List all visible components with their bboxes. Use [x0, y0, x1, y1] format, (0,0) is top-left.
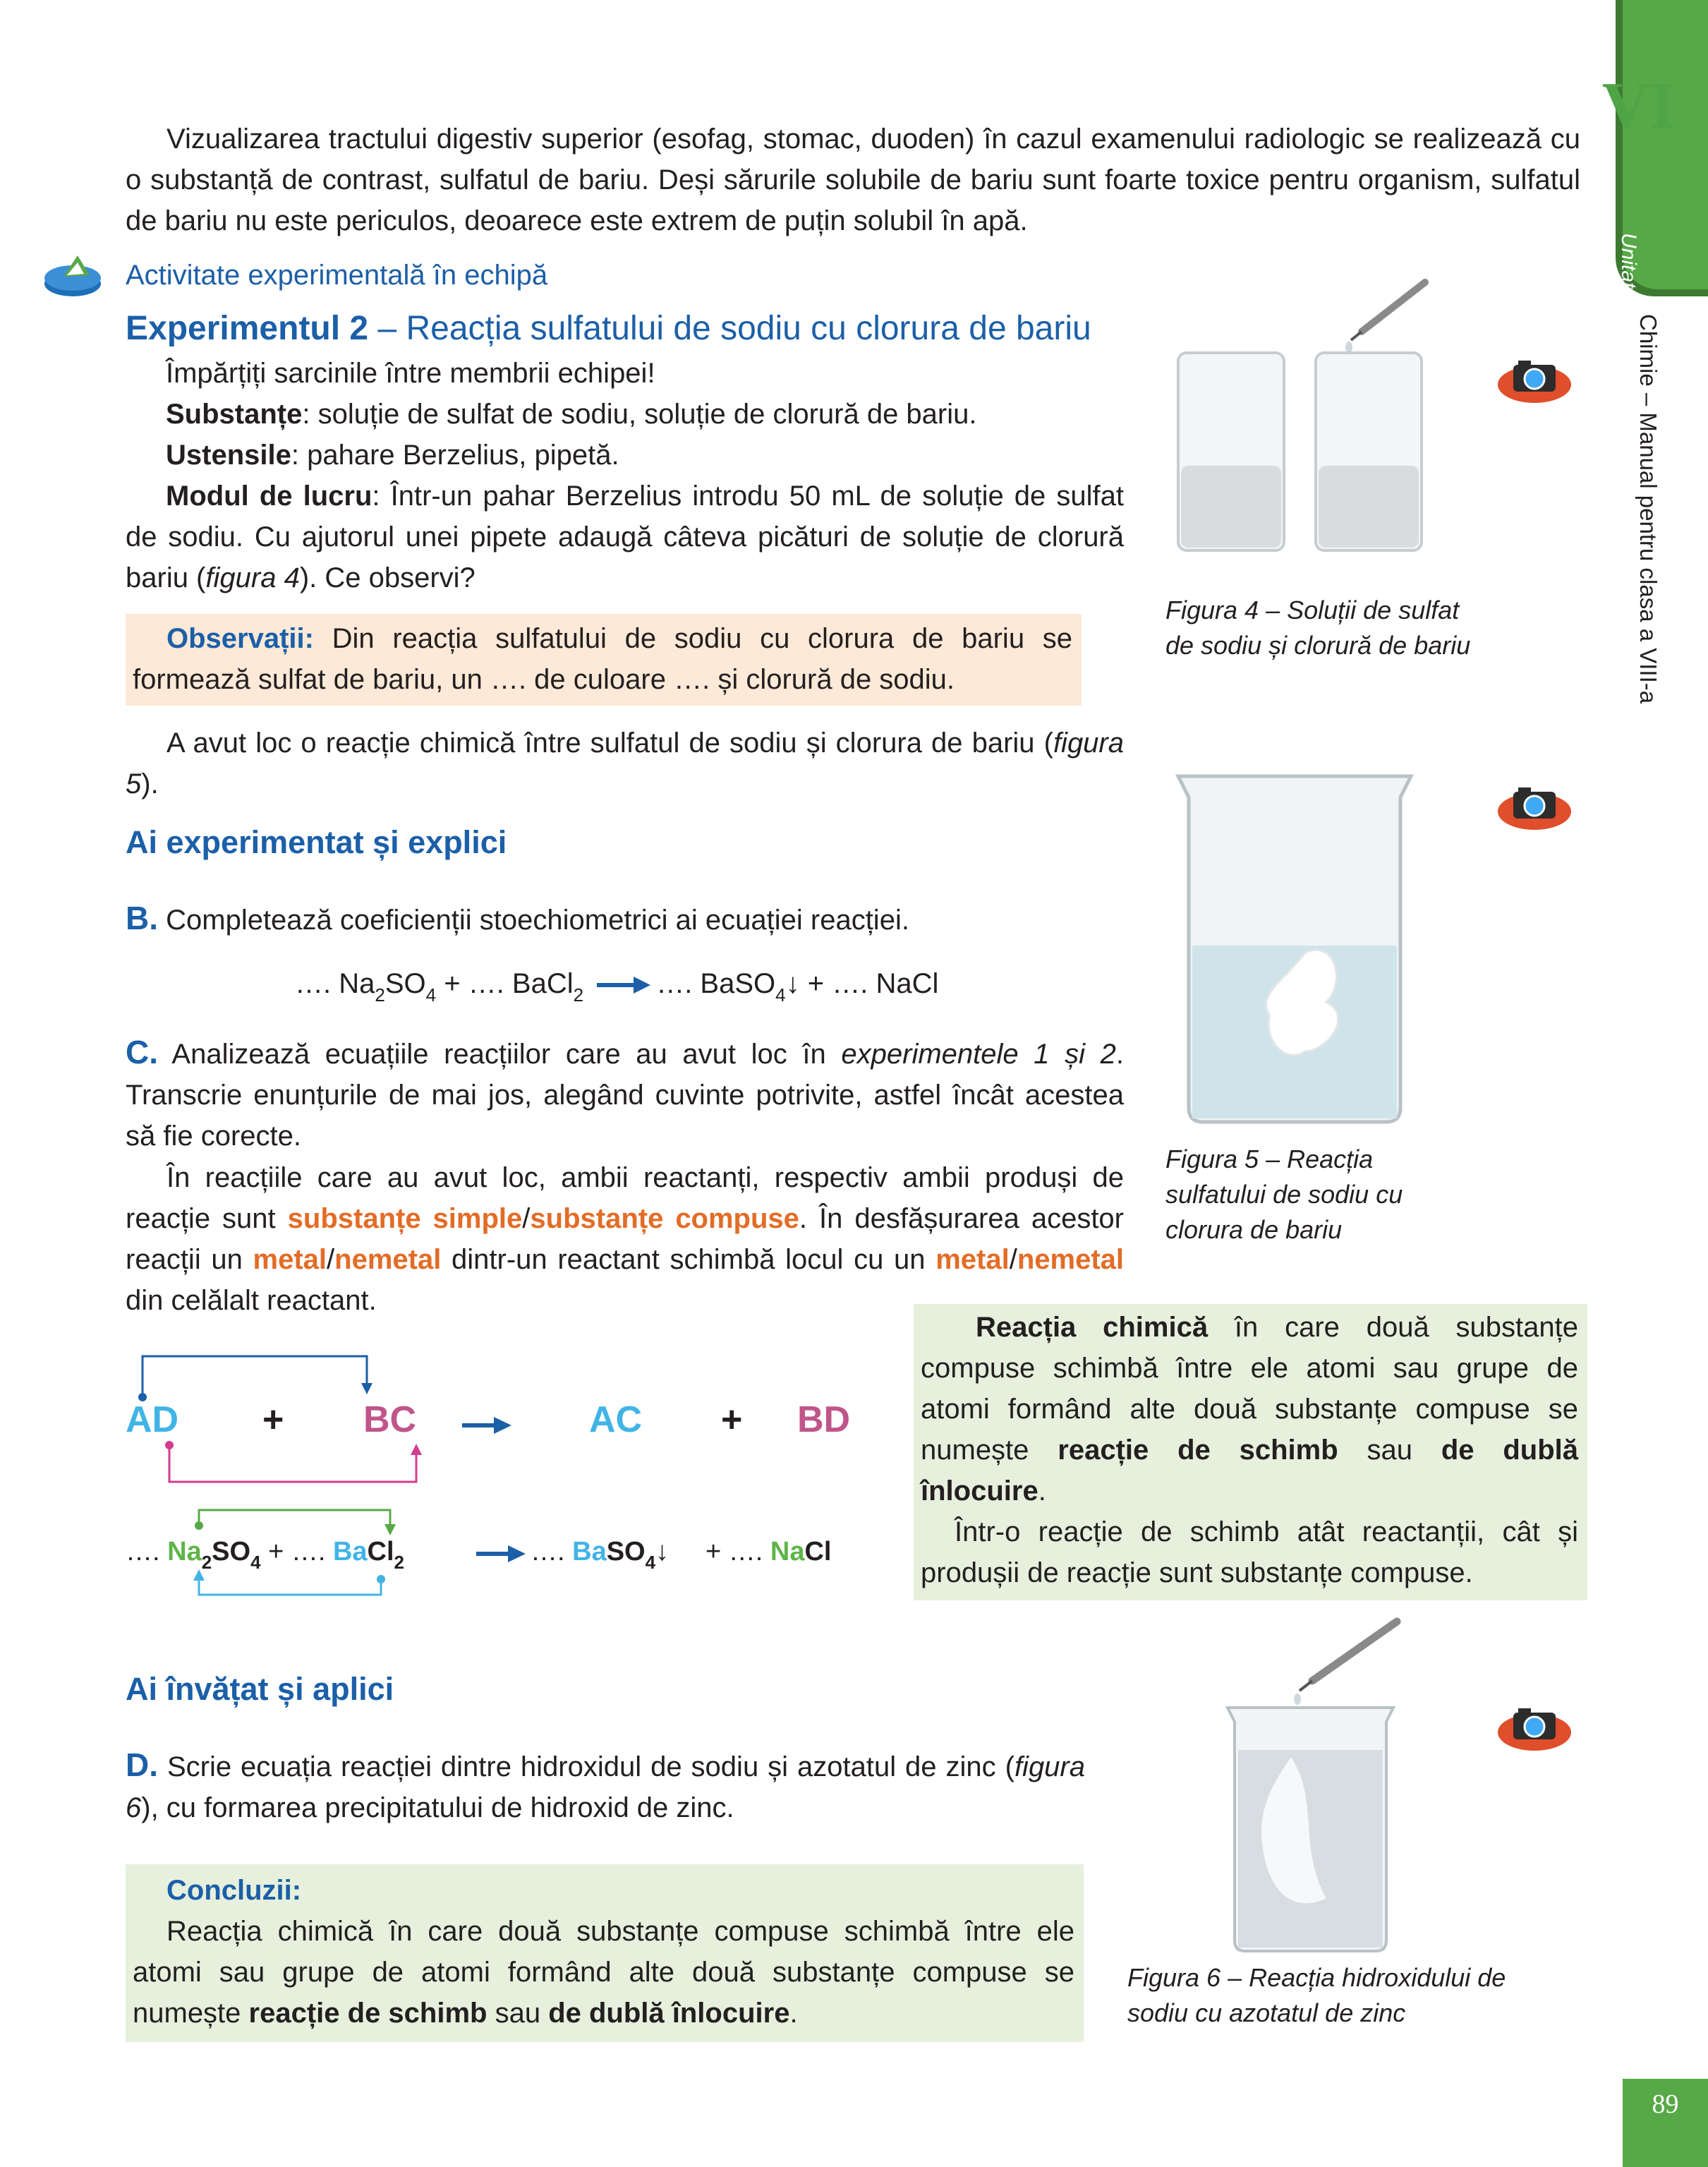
page-number: 89: [1652, 2089, 1679, 2119]
eq-b-part: SO: [384, 968, 426, 999]
reaction-arrow-icon: [595, 974, 652, 996]
figure-6-beaker: [1213, 1616, 1474, 1955]
observations-body: Din reacția sulfatului de sodiu cu clorura de bariu se formează sulfat de bariu, un …. de culoare …. și clorură de sodiu.: [133, 623, 1072, 695]
task-b-text: Completează coeficienții stoechiometrici ai ecuației reacției.: [158, 905, 909, 936]
eq-b-sub: 2: [573, 984, 584, 1006]
task-c: [126, 1032, 1124, 1157]
eq-b-part: …. Na: [295, 968, 375, 999]
team-activity-icon: [39, 248, 109, 305]
definition-body: în care două substanțe compuse schimbă între ele atomi sau grupe de atomi formând alte două substanțe compuse se numește: [921, 1312, 1578, 1466]
definition-text-2: Într-o reacție de schimb atât reactanții, cât și produșii de reacție sunt substanțe compuse.: [921, 1516, 1578, 1588]
option-nonmetal[interactable]: nemetal: [334, 1244, 442, 1275]
statement-text: În reacțiile care au avut loc, ambii reactanți, respectiv ambii produși de reacție sunt: [126, 1162, 1124, 1234]
unit-label: Unitatea: [1617, 233, 1640, 312]
experiment-title-number: Experimentul 2: [126, 310, 369, 347]
book-title: Chimie – Manual pentru clasa a VIII-a: [1635, 314, 1661, 704]
schema-formula: [126, 1537, 404, 1574]
task-d-text: ), cu formarea precipitatului de hidroxid de zinc.: [141, 1792, 734, 1823]
conclusions-body: .: [789, 1998, 798, 2029]
substances-text: : soluție de sulfat de sodiu, soluție de clorură de bariu.: [302, 399, 977, 430]
method-text-1: : Într-un pahar Berzelius introdu 50 mL de soluție de sulfat de sodiu. Cu ajutorul unei pipete adaugă câteva picături de soluție de clorură bariu (: [126, 481, 1124, 593]
task-b: [126, 898, 1127, 941]
schema-ac: AC: [589, 1399, 643, 1440]
conclusions-label: Concluzii:: [166, 1875, 302, 1906]
schema-plus-2: +: [721, 1399, 743, 1440]
formula-cl: Cl: [367, 1537, 394, 1567]
utensils-label: Ustensile: [166, 440, 291, 471]
task-c-text-2: . Transcrie enunțurile de mai jos, alegând cuvinte potrivite, astfel încât acestea să fie corecte.: [126, 1039, 1125, 1152]
experiment-method: [126, 476, 1124, 598]
intro-paragraph: Vizualizarea tractului digestiv superior (esofag, stomac, duoden) în cazul examenului radiologic se realizează cu o substanță de contrast, sulfatul de bariu. Deși sărurile solubile de bariu sunt foarte toxice pentru organism, sulfatul de bariu nu este periculos, deoarece este extrem de puțin solubil în apă.: [126, 123, 1580, 236]
conclusions-text: [133, 1911, 1074, 2034]
experiment-utensils: [166, 435, 1153, 476]
precipitate-arrow: ↓: [655, 1537, 670, 1567]
figure-6-caption: Figura 6 – Reacția hidroxidului de sodiu cu azotatul de zinc: [1127, 1963, 1506, 2027]
formula-sub: 4: [250, 1552, 261, 1573]
eq-b-sub: 4: [425, 984, 437, 1006]
definition-bold: Reacția chimică: [976, 1312, 1209, 1343]
conclusions-bold: de dublă înlocuire: [548, 1998, 790, 2029]
eq-b-part: + …. BaCl: [436, 968, 574, 999]
observations-label: Observații:: [166, 623, 314, 654]
definition-bold: de dublă înlocuire: [921, 1435, 1579, 1507]
reaction-note: [126, 723, 1124, 804]
conclusions-body: sau: [487, 1998, 549, 2029]
method-text-2: ). Ce observi?: [299, 562, 476, 593]
formula-sub: 2: [394, 1552, 405, 1573]
schema-plus-1: +: [262, 1399, 284, 1440]
observations-text: [133, 618, 1072, 700]
activity-label: Activitate experimentală în echipă: [126, 260, 548, 291]
schema-ad: AD: [126, 1399, 179, 1440]
formula-ba: Ba: [332, 1537, 368, 1567]
task-c-text-1: Analizează ecuațiile reacțiilor care au avut loc în: [158, 1039, 842, 1070]
schema-bc: BC: [363, 1399, 417, 1440]
figure-4-beakers: [1157, 268, 1439, 565]
formula-na: Na: [167, 1537, 202, 1567]
coef-blank: ….: [531, 1537, 573, 1567]
figure-5-caption: Figura 5 – Reacția sulfatului de sodiu cu clorura de bariu: [1165, 1145, 1403, 1244]
formula-na: Na: [770, 1537, 805, 1567]
task-c-statement: În reacțiile care au avut loc, ambii reactanți, respectiv ambii produși de reacție sunt substanțe simple/substanțe compuse. În desfășurarea acestor reacții un metal/nemetal dintr-un reactant schimbă locul cu un metal/nemetal din celălalt reactant.: [126, 1162, 1124, 1316]
formula-sub: 4: [645, 1552, 656, 1573]
camera-icon[interactable]: [1496, 349, 1573, 406]
equation-b: [295, 968, 938, 1006]
section-heading-experimented: Ai experimentat și explici: [126, 824, 507, 860]
task-d-letter: D.: [126, 1746, 158, 1783]
task-d: [126, 1744, 1085, 1828]
eq-b-part: ↓ + …. NaCl: [785, 968, 939, 999]
formula-so: SO: [212, 1537, 251, 1567]
option-metal[interactable]: metal: [253, 1244, 327, 1275]
option-simple-substances[interactable]: substanțe simple: [287, 1203, 523, 1234]
experiment-substances: [166, 394, 1153, 435]
schema-formula-products: [531, 1537, 669, 1574]
reaction-note-2: ).: [141, 768, 159, 799]
definition-bold: reacție de schimb: [1058, 1435, 1338, 1466]
unit-number: VI: [1601, 69, 1676, 143]
experiment-title-text: – Reacția sulfatului de sodiu cu clorura de bariu: [368, 310, 1091, 347]
definition-body: sau: [1338, 1435, 1441, 1466]
camera-icon[interactable]: [1496, 1697, 1573, 1753]
experiment-line-1: Împărțiți sarcinile între membrii echipei!: [166, 358, 655, 389]
task-d-text: Scrie ecuația reacției dintre hidroxidul de sodiu și azotatul de zinc (: [158, 1751, 1014, 1782]
reaction-note-figure: figura 5: [126, 728, 1124, 799]
conclusions-body: Reacția chimică în care două substanțe compuse schimbă între ele atomi sau grupe de atomi formând alte două substanțe compuse se numește: [133, 1916, 1074, 2029]
task-b-letter: B.: [126, 900, 158, 936]
figure-5-beaker: [1164, 769, 1425, 1129]
formula-plus: + ….: [260, 1537, 333, 1567]
statement-text: dintr-un reactant schimbă locul cu un: [441, 1244, 936, 1275]
coef-blank: ….: [126, 1537, 168, 1567]
formula-cl: Cl: [804, 1537, 832, 1567]
section-heading-learned: Ai învățat și aplici: [126, 1671, 394, 1707]
task-d-figure-ref: figura 6: [126, 1751, 1085, 1823]
definition-body: .: [1038, 1475, 1046, 1507]
exchange-schema-arrows: [120, 1341, 896, 1623]
schema-bd: BD: [797, 1399, 851, 1440]
utensils-text: : pahare Berzelius, pipetă.: [291, 440, 619, 471]
eq-b-sub: 2: [375, 984, 385, 1006]
camera-icon[interactable]: [1496, 776, 1573, 833]
formula-ba: Ba: [572, 1537, 607, 1567]
eq-b-part: …. BaSO: [656, 968, 776, 999]
definition-text: [921, 1307, 1578, 1511]
method-figure-ref: figura 4: [205, 562, 300, 593]
statement-text: . În desfășurarea acestor reacții un: [126, 1203, 1124, 1275]
eq-b-sub: 4: [775, 984, 786, 1006]
method-label: Modul de lucru: [166, 481, 373, 512]
option-nonmetal[interactable]: nemetal: [1017, 1244, 1124, 1275]
option-compound-substances[interactable]: substanțe compuse: [530, 1203, 799, 1234]
statement-text: din celălalt reactant.: [126, 1285, 377, 1316]
formula-so: SO: [606, 1537, 646, 1567]
schema-formula-nacl: [705, 1537, 831, 1567]
experiment-title: [126, 309, 1091, 348]
figure-4-caption: Figura 4 – Soluții de sulfat de sodiu și clorură de bariu: [1165, 596, 1471, 660]
task-c-italic: experimentele 1 și 2: [841, 1039, 1116, 1070]
reaction-note-1: A avut loc o reacție chimică între sulfatul de sodiu și clorura de bariu (: [166, 728, 1053, 759]
task-c-letter: C.: [126, 1034, 158, 1070]
formula-sub: 2: [201, 1552, 212, 1573]
conclusions-bold: reacție de schimb: [248, 1998, 487, 2029]
formula-plus: + ….: [705, 1537, 770, 1567]
option-metal[interactable]: metal: [935, 1244, 1010, 1275]
substances-label: Substanțe: [166, 399, 303, 430]
